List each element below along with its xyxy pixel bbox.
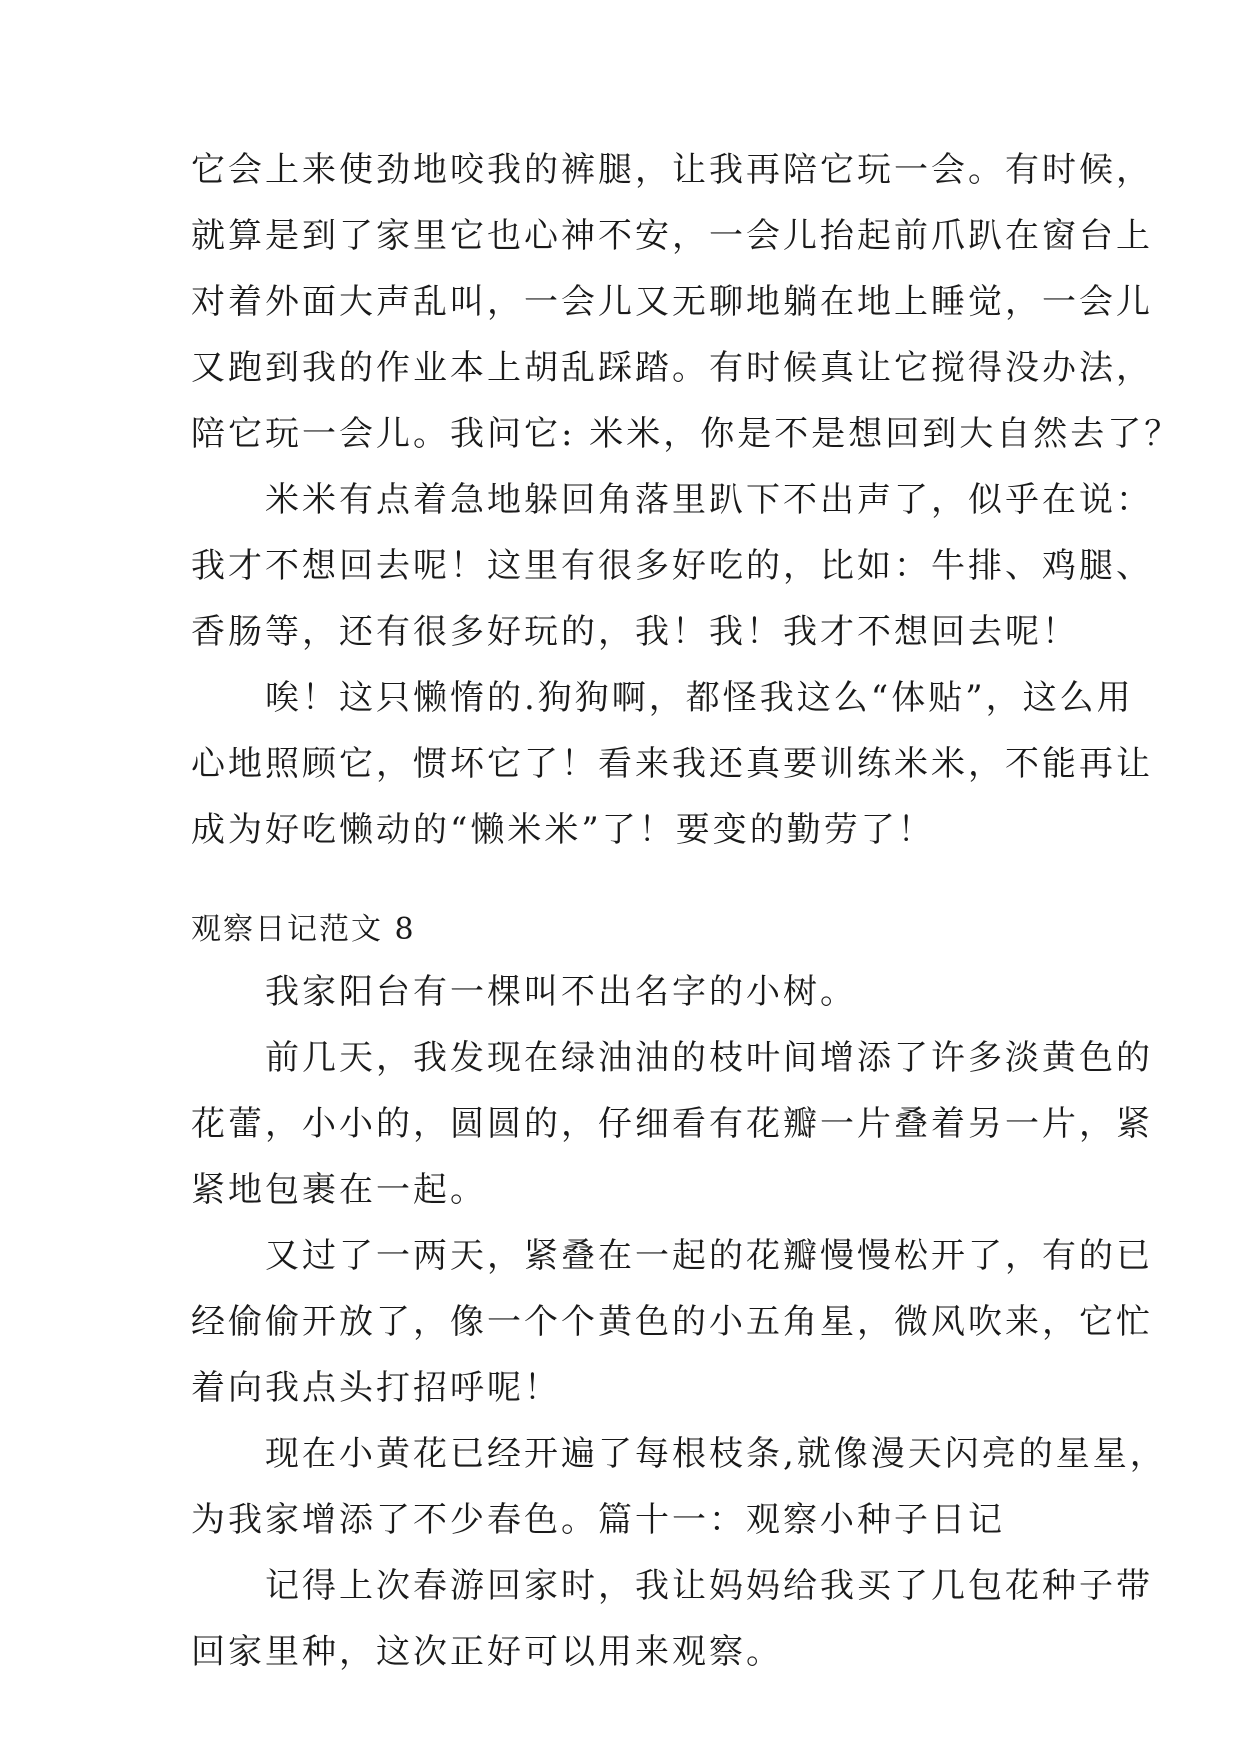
text-line: 我才不想回去呢！这里有很多好吃的，比如：牛排、鸡腿、	[191, 546, 1153, 586]
text-line: 回家里种，这次正好可以用来观察。	[191, 1632, 783, 1672]
text-line: 经偷偷开放了，像一个个黄色的小五角星，微风吹来，它忙	[191, 1302, 1153, 1342]
text-line: 记得上次春游回家时，我让妈妈给我买了几包花种子带	[191, 1566, 1153, 1606]
text-line: 陪它玩一会儿。我问它: 米米，你是不是想回到大自然去了？	[191, 414, 1182, 454]
text-line: 香肠等，还有很多好玩的，我！我！我才不想回去呢！	[191, 612, 1079, 652]
text-line: 花蕾，小小的，圆圆的，仔细看有花瓣一片叠着另一片，紧	[191, 1104, 1153, 1144]
text-line: 又跑到我的作业本上胡乱踩踏。有时候真让它搅得没办法，	[191, 348, 1153, 388]
text-line: 就算是到了家里它也心神不安，一会儿抬起前爪趴在窗台上	[191, 216, 1153, 256]
text-line: 它会上来使劲地咬我的裤腿，让我再陪它玩一会。有时候，	[191, 150, 1153, 190]
text-line: 心地照顾它，惯坏它了！看来我还真要训练米米，不能再让	[191, 744, 1153, 784]
text-line: 现在小黄花已经开遍了每根枝条,就像漫天闪亮的星星，	[191, 1434, 1167, 1474]
text-line: 唉！这只懒惰的.狗狗啊，都怪我这么“体贴”，这么用	[191, 678, 1134, 718]
text-line: 又过了一两天，紧叠在一起的花瓣慢慢松开了，有的已	[191, 1236, 1153, 1276]
section-title: 观察日记范文 8	[191, 912, 416, 947]
text-line: 着向我点头打招呼呢！	[191, 1368, 561, 1408]
text-line: 对着外面大声乱叫，一会儿又无聊地躺在地上睡觉，一会儿	[191, 282, 1153, 322]
text-line: 米米有点着急地躲回角落里趴下不出声了，似乎在说：	[191, 480, 1153, 520]
text-line: 成为好吃懒动的“懒米米”了！要变的勤劳了！	[191, 810, 935, 850]
text-line: 我家阳台有一棵叫不出名字的小树。	[191, 972, 857, 1012]
text-line: 紧地包裹在一起。	[191, 1170, 487, 1210]
text-line: 为我家增添了不少春色。篇十一：观察小种子日记	[191, 1500, 1005, 1540]
text-line: 前几天，我发现在绿油油的枝叶间增添了许多淡黄色的	[191, 1038, 1153, 1078]
